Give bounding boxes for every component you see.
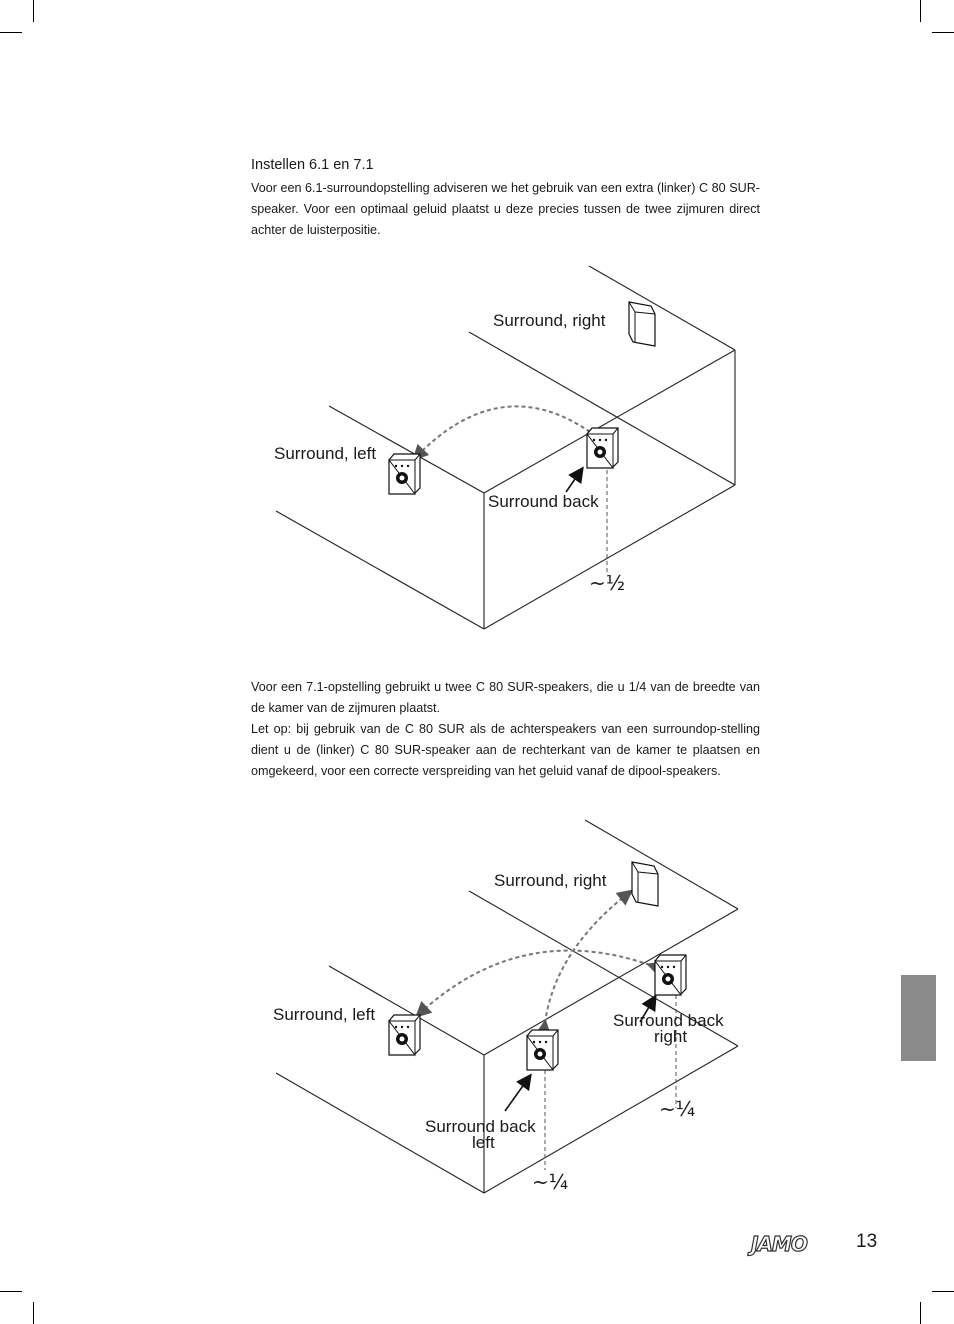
label-surround-right: Surround, right	[493, 311, 606, 330]
speaker-back-left-icon	[527, 1030, 558, 1070]
dispersion-arc	[415, 406, 590, 458]
paragraph-71-setup: Voor een 7.1-opstelling gebruikt u twee C 80 SUR-speakers, die u 1/4 van de breedte van de kamer van de zijmuren plaatst.	[251, 680, 760, 715]
label-surround-left: Surround, left	[273, 1005, 376, 1024]
fraction-quarter-left: ~¼	[532, 1170, 569, 1194]
section-heading: Instellen 6.1 en 7.1	[251, 157, 374, 173]
label-back-left-line2: left	[472, 1133, 495, 1152]
pointer-arrow-left	[505, 1076, 530, 1111]
paragraph-61-setup: Voor een 6.1-surroundopstelling adviseren we het gebruik van een extra (linker) C 80 SUR-speaker. Voor een optimaal geluid plaatst u deze precies tussen de twee zijmuren direct achter de luisterpositie.	[251, 181, 760, 237]
fraction-half: ~½	[589, 571, 626, 595]
speaker-surround-right-icon	[632, 862, 658, 906]
speaker-surround-right-icon	[629, 302, 655, 346]
diagram-71-setup	[273, 820, 738, 1194]
page-number: 13	[856, 1231, 878, 1252]
dispersion-arc-right	[545, 892, 630, 1023]
label-back-right-line2: right	[654, 1027, 688, 1046]
pointer-arrow	[566, 469, 582, 492]
label-surround-right: Surround, right	[494, 871, 607, 890]
label-surround-back: Surround back	[488, 492, 599, 511]
paragraph-note: Let op: bij gebruik van de C 80 SUR als de achterspeakers van een surroundop-stelling dient u de (linker) C 80 SUR-speaker aan de rechterkant van de kamer te plaatsen en omgekeerd, voor een correcte verspreiding van het geluid vanaf de dipool-speakers.	[251, 722, 760, 778]
label-back-left-line1: Surround back	[425, 1117, 536, 1136]
chapter-tab	[901, 975, 936, 1061]
speaker-surround-left-icon	[389, 454, 420, 494]
speaker-surround-back-icon	[587, 428, 618, 468]
label-surround-left: Surround, left	[274, 444, 377, 463]
dispersion-arc-left	[418, 951, 650, 1015]
label-back-right-line1: Surround back	[613, 1011, 724, 1030]
speaker-back-right-icon	[655, 955, 686, 995]
speaker-surround-left-icon	[389, 1015, 420, 1055]
diagram-61-setup	[274, 266, 735, 629]
jamo-logo: JAMO	[751, 1232, 807, 1256]
fraction-quarter-right: ~¼	[659, 1097, 696, 1121]
